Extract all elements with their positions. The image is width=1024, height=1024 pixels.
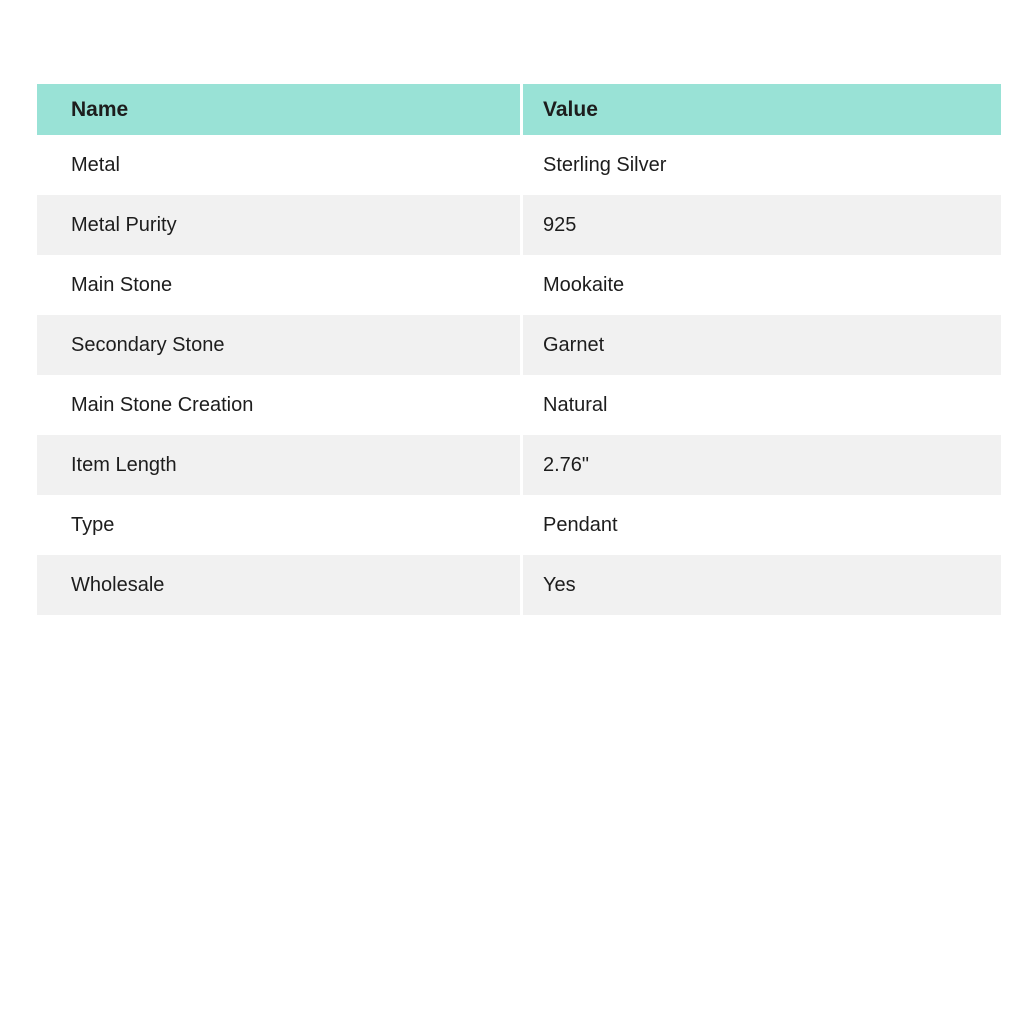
attribute-name: Type bbox=[37, 495, 523, 555]
attribute-value: Natural bbox=[523, 375, 1001, 435]
attribute-name: Secondary Stone bbox=[37, 315, 523, 375]
table-header-row bbox=[37, 84, 1001, 135]
attribute-name: Item Length bbox=[37, 435, 523, 495]
attribute-value: 925 bbox=[523, 195, 1001, 255]
column-header-value: Value bbox=[523, 84, 1001, 135]
table-row bbox=[37, 255, 1001, 315]
table-row bbox=[37, 495, 1001, 555]
table-body bbox=[37, 135, 1001, 615]
attribute-value: Pendant bbox=[523, 495, 1001, 555]
table-row bbox=[37, 195, 1001, 255]
attribute-value: Yes bbox=[523, 555, 1001, 615]
attribute-name: Metal bbox=[37, 135, 523, 195]
table-row bbox=[37, 555, 1001, 615]
attribute-value: Sterling Silver bbox=[523, 135, 1001, 195]
attribute-value: 2.76" bbox=[523, 435, 1001, 495]
attribute-name: Main Stone Creation bbox=[37, 375, 523, 435]
table-row bbox=[37, 435, 1001, 495]
column-header-name: Name bbox=[37, 84, 523, 135]
attributes-table-container bbox=[37, 84, 1001, 615]
table-row bbox=[37, 315, 1001, 375]
product-attributes-table bbox=[37, 84, 1001, 615]
table-row bbox=[37, 135, 1001, 195]
attribute-name: Wholesale bbox=[37, 555, 523, 615]
attribute-name: Main Stone bbox=[37, 255, 523, 315]
table-row bbox=[37, 375, 1001, 435]
attribute-name: Metal Purity bbox=[37, 195, 523, 255]
attribute-value: Mookaite bbox=[523, 255, 1001, 315]
attribute-value: Garnet bbox=[523, 315, 1001, 375]
